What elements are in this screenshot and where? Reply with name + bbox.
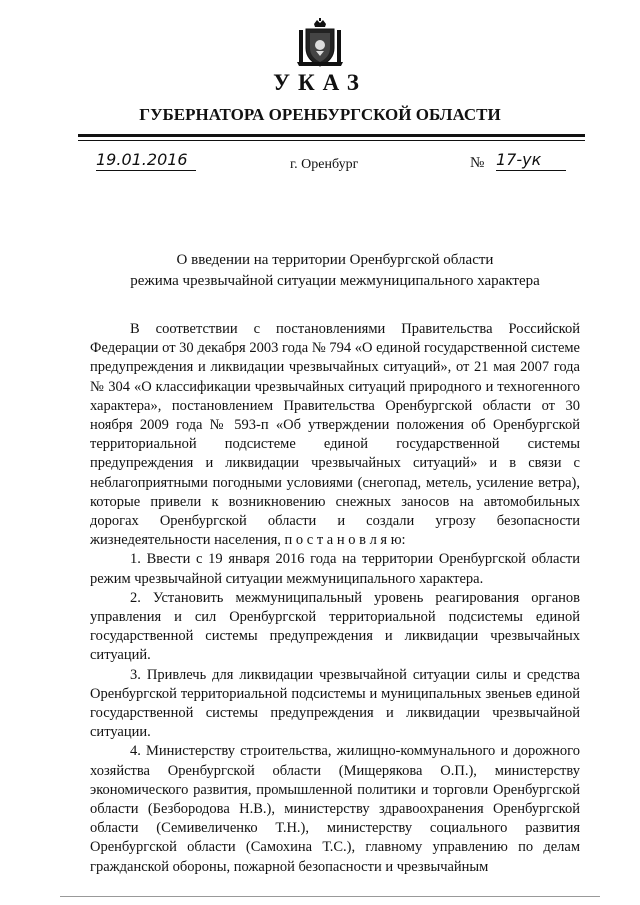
- document-title: [100, 250, 570, 292]
- document-title-line: режима чрезвычайной ситуации межмуниципального характера: [130, 273, 540, 289]
- preamble-paragraph: В соответствии с постановлениями Правительства Российской Федерации от 30 декабря 2003 года № 794 «О единой государственной системе предупреждения и ликвидации чрезвычайных ситуаций», от 21 мая 2007 года № 304 «О классификации чрезвычайных ситуаций природного и техногенного характера», постановлением Правительства Оренбургской области от 30 ноября 2009 года № 593-п «Об утверждении положения об Оренбургской территориальной подсистеме единой государственной системы предупреждения и ликвидации чрезвычайных ситуаций» и в связи с неблагоприятными погодными условиями (снегопад, метель, усиление ветра), которые привели к возникновению снежных заносов на автомобильных дорогах Оренбургской области и создали угрозу безопасности жизнедеятельности населения, п о с т а н о в л я ю:: [90, 321, 580, 549]
- decree-item-3: 3. Привлечь для ликвидации чрезвычайной ситуации силы и средства Оренбургской территориальной подсистемы и муниципальных звеньев единой государственной системы предупреждения и ликвидации чрезвычайной ситуации.: [90, 666, 580, 741]
- document-body: [90, 320, 580, 877]
- decree-city: г. Оренбург: [290, 157, 359, 172]
- decree-subtitle: ГУБЕРНАТОРА ОРЕНБУРГСКОЙ ОБЛАСТИ: [139, 105, 501, 124]
- decree-number-label: №: [470, 155, 485, 171]
- header-divider-thin: [78, 140, 585, 141]
- decree-title: УКАЗ: [273, 70, 367, 95]
- page-bottom-edge: [60, 896, 600, 897]
- header-divider-thick: [78, 134, 585, 137]
- decree-item-4: 4. Министерству строительства, жилищно-коммунального и дорожного хозяйства Оренбургской области (Мищерякова О.П.), министерству экономического развития, промышленной политики и торговли Оренбургской области (Безбородова Н.В.), министерству здравоохранения Оренбургской области (Семивеличенко Т.Н.), министерству социального развития Оренбургской области (Самохина Т.С.), главному управлению по делам гражданской обороны, пожарной безопасности и чрезвычайным: [90, 743, 580, 875]
- decree-date: 19.01.2016: [96, 150, 196, 171]
- coat-of-arms-icon: [294, 18, 346, 70]
- decree-item-2: 2. Установить межмуниципальный уровень реагирования органов управления и сил Оренбургской территориальной подсистемы единой государственной системы предупреждения и ликвидации чрезвычайных ситуаций.: [90, 589, 580, 664]
- decree-item-1: 1. Ввести с 19 января 2016 года на территории Оренбургской области режим чрезвычайной ситуации межмуниципального характера.: [90, 551, 580, 587]
- document-title-line: О введении на территории Оренбургской области: [176, 252, 494, 268]
- decree-number: 17-ук: [496, 150, 566, 171]
